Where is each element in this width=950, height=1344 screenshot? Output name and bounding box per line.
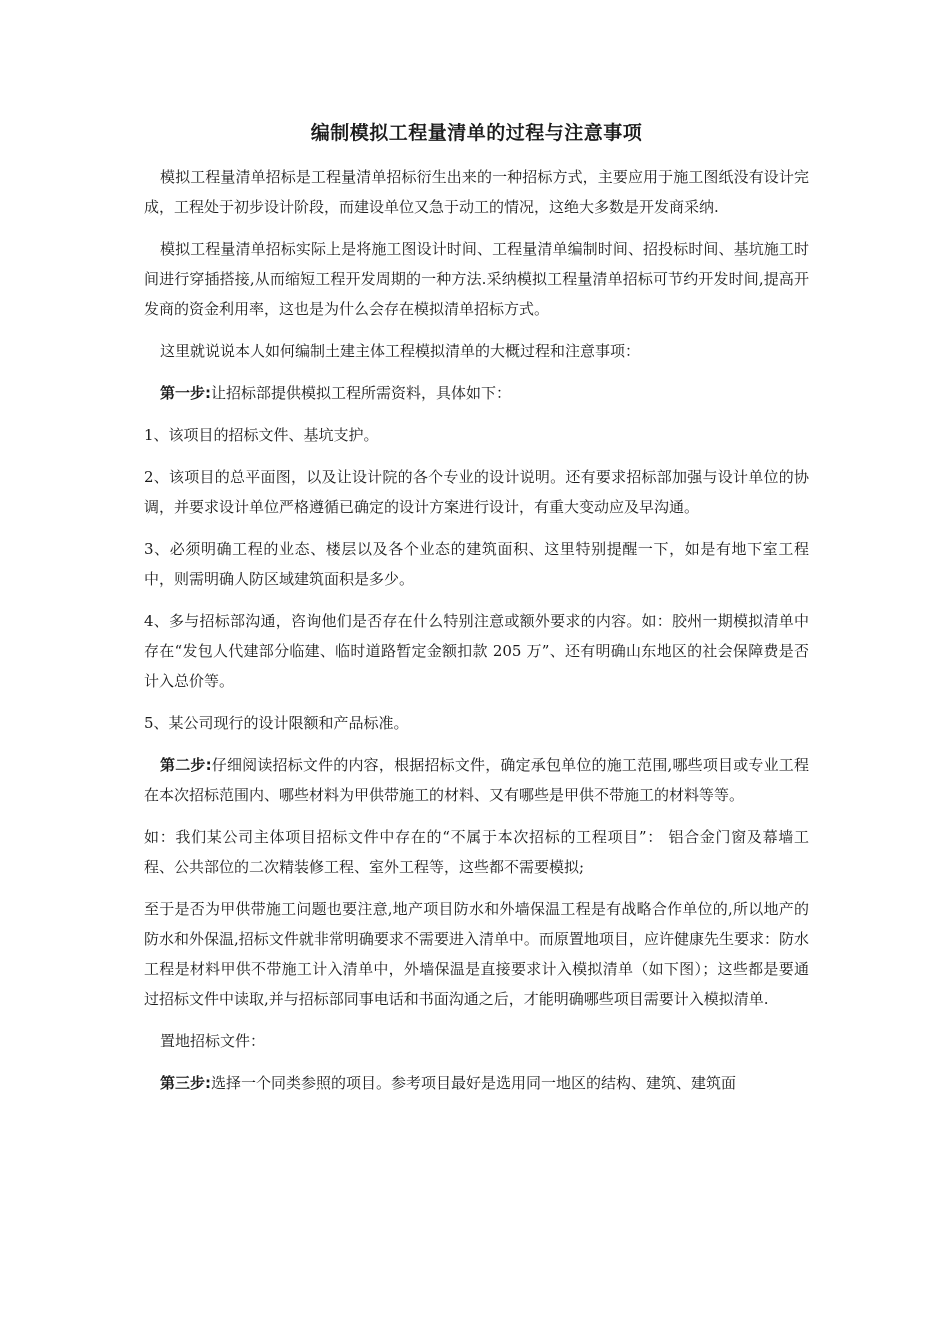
step-label: 第三步: [160, 1074, 211, 1092]
paragraph-text: 如：我们某公司主体项目招标文件中存在的“不属于本次招标的工程项目”： 铝合金门窗及幕墙工程、公共部位的二次精装修工程、室外工程等，这些都不需要模拟; [144, 828, 809, 876]
supply-note-paragraph [144, 894, 809, 1014]
paragraph-text: 仔细阅读招标文件的内容，根据招标文件，确定承包单位的施工范围,哪些项目或专业工程在本次招标范围内、哪些材料为甲供带施工的材料、又有哪些是甲供不带施工的材料等等。 [144, 756, 809, 804]
paragraph-intro-1 [144, 162, 809, 222]
example-paragraph [144, 822, 809, 882]
step-label: 第一步: [160, 384, 211, 402]
step-three-paragraph [144, 1068, 809, 1098]
paragraph-text: 选择一个同类参照的项目。参考项目最好是选用同一地区的结构、建筑、建筑面 [211, 1074, 737, 1092]
paragraph-intro-2 [144, 234, 809, 324]
list-item-2 [144, 462, 809, 522]
paragraph-text: 至于是否为甲供带施工问题也要注意,地产项目防水和外墙保温工程是有战略合作单位的,所以地产的防水和外保温,招标文件就非常明确要求不需要进入清单中。而原置地项目，应许健康先生要求：防水工程是材料甲供不带施工计入清单中，外墙保温是直接要求计入模拟清单（如下图）；这些都是要通过招标文件中读取,并与招标部同事电话和书面沟通之后，才能明确哪些项目需要计入模拟清单. [144, 900, 809, 1008]
list-item-5 [144, 708, 809, 738]
document-page [144, 118, 809, 1110]
paragraph-text: 置地招标文件： [160, 1032, 266, 1050]
paragraph-text: 1、该项目的招标文件、基坑支护。 [144, 426, 379, 444]
paragraph-text: 让招标部提供模拟工程所需资料，具体如下： [211, 384, 512, 402]
paragraph-text: 模拟工程量清单招标实际上是将施工图设计时间、工程量清单编制时间、招投标时间、基坑施工时间进行穿插搭接,从而缩短工程开发周期的一种方法.采纳模拟工程量清单招标可节约开发时间,提高开发商的资金利用率，这也是为什么会存在模拟清单招标方式。 [144, 240, 809, 318]
paragraph-text: 5、某公司现行的设计限额和产品标准。 [144, 714, 409, 732]
step-label: 第二步: [160, 756, 212, 774]
paragraph-intro-3 [144, 336, 809, 366]
paragraph-text: 3、必须明确工程的业态、楼层以及各个业态的建筑面积、这里特别提醒一下，如是有地下室工程中，则需明确人防区域建筑面积是多少。 [144, 540, 809, 588]
paragraph-text: 2、该项目的总平面图，以及让设计院的各个专业的设计说明。还有要求招标部加强与设计单位的协调，并要求设计单位严格遵循已确定的设计方案进行设计，有重大变动应及早沟通。 [144, 468, 809, 516]
list-item-4 [144, 606, 809, 696]
step-one-heading [144, 378, 809, 408]
document-title: 编制模拟工程量清单的过程与注意事项 [310, 122, 643, 144]
tender-doc-caption [144, 1026, 809, 1056]
paragraph-text: 4、多与招标部沟通，咨询他们是否存在什么特别注意或额外要求的内容。如：胶州一期模拟清单中存在“发包人代建部分临建、临时道路暂定金额扣款 205 万”、还有明确山东地区的社会保障费是否计入总价等。 [144, 612, 809, 690]
list-item-3 [144, 534, 809, 594]
list-item-1 [144, 420, 809, 450]
step-two-paragraph [144, 750, 809, 810]
paragraph-text: 模拟工程量清单招标是工程量清单招标衍生出来的一种招标方式，主要应用于施工图纸没有设计完成，工程处于初步设计阶段，而建设单位又急于动工的情况，这绝大多数是开发商采纳. [144, 168, 809, 216]
paragraph-text: 这里就说说本人如何编制土建主体工程模拟清单的大概过程和注意事项： [160, 342, 641, 360]
